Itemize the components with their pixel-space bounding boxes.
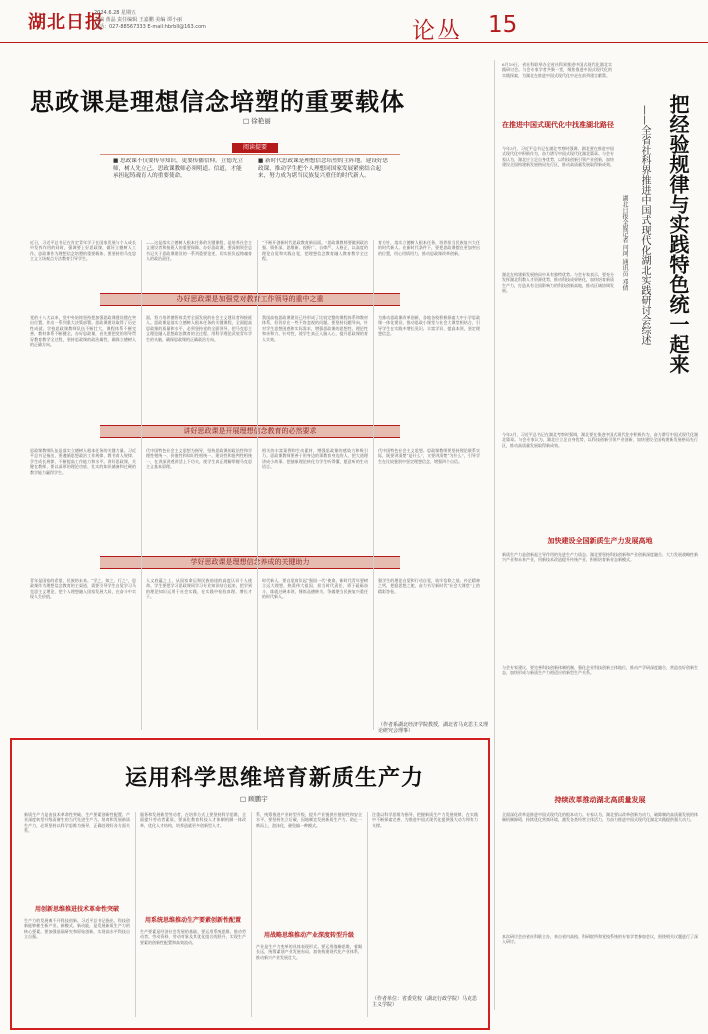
side-para-6: 本次研讨会由省社科联主办，来自省内高校、科研院所和党校系统的专家学者参加会议，围绕相关议题进行了深入研讨。 (502, 934, 698, 945)
side-para-3: 新质生产力是创新起主导作用的先进生产力质态。湖北要坚持科技创新和产业创新深度融合，大力发展战略性新兴产业和未来产业，用新技术改造提升传统产业，积极培育新业态新模式。 (502, 552, 698, 563)
edition-info (94, 10, 206, 31)
article1-lead-col4: 育方针，落实立德树人根本任务，培养担当民族复兴大任的时代新人。在新时代条件下，要把思政课摆在更加突出的位置，用心用情用力，推动思政课改革创新。 (378, 240, 480, 256)
key-points-rule (100, 154, 400, 155)
section3-col2: 人文底蕴之上，从国家命运和民族前途的高度认识个人使命。学生要把学习思政课同学习专业知识结合起来，把学到的理论知识运用于社会实践，在实践中检验真理、增长才干。 (146, 578, 252, 600)
article2-col3-bottom: 产业是生产力变革的具体表现形式。要运用战略思维，着眼长远，统筹谋划产业发展布局，加快构建现代化产业体系，推动新兴产业发展壮大。 (256, 944, 362, 960)
side-heading-1: 在推进中国式现代化中找准湖北路径 (502, 121, 614, 129)
section2-col3: 相关的丰富案例和生动素材，增强思政课的感染力和吸引力。思政课教师要善于用身边的事教育身边的人，把大道理讲成小故事，把抽象理论转化为学生听得懂、愿意听的生动语言。 (262, 448, 368, 470)
article2-col3-top: 系，统筹推进产业转型升级，提升产业链供应链韧性和安全水平。要坚持先立后破，因地制宜发展新质生产力，防止一哄而上、泡沫化，避免搞一种模式。 (256, 812, 362, 828)
newspaper-logo: 湖北日报 (28, 12, 104, 33)
article2-author: □ 顾鹏宇 (240, 795, 268, 803)
section3-col4: 强学生的理论自觉和行动自觉，筑牢信仰之基，补足精神之钙，把稳思想之舵，奋力书写新时代“社会大课堂”上的精彩答卷。 (378, 578, 480, 594)
key-points-tag: 阅读提要 (232, 143, 278, 153)
section-name: 论丛 (412, 18, 462, 44)
section3-heading: 学好思政课是理想信念养成的关键助力 (100, 556, 400, 569)
side-para-4: 与会专家建议，要完善科技创新体制机制，强化企业科技创新主体地位，推动产学研深度融合，营造良好创新生态，加快形成与新质生产力相适应的新型生产关系。 (502, 665, 698, 676)
column-divider (494, 60, 495, 1010)
article2-heading-3: 用战略思维推动产业深度转型升级 (263, 932, 354, 939)
article2-heading-1: 用创新思维推进技术革命性突破 (34, 906, 119, 913)
side-para-2: 湖北在构建新发展格局中具有独特优势。与会专家表示，要充分发挥湖北科教人才资源优势，推动科技成果转化，加快培育新质生产力，打造具有全国影响力的科技创新高地，推动区域协调发展。 (502, 272, 614, 294)
section1-col2: 面，努力培养德智体美劳全面发展的社会主义建设者和接班人。思政课是落实立德树人根本任务的关键课程，全面提高思政课的质量和水平，必须坚持党的全面领导，把马克思主义理论融入思想政治教育的全过程，用科学理论武装青年学生的头脑，确保思政课的正确政治方向。 (146, 315, 252, 342)
key-points-left: ■ 思政课不仅要传导知识，更要传播信仰。立德先立师，树人先立己。思政课教师必须明道、信道，才能承担起铸魂育人的重要使命。 (113, 158, 244, 180)
column-divider (257, 240, 258, 730)
key-points-right: ■ 新时代思政课是理想信念培塑的主阵地。建设好思政课，推动学生把个人理想同国家发展紧密结合起来，努力成为堪当民族复兴重任的时代新人。 (258, 158, 389, 180)
section1-heading: 办好思政课是加强党对教育工作领导的重中之重 (100, 293, 400, 306)
article1-lead-col2: ——这是落实立德树人根本任务的关键课程，是培养社会主义建设者和接班人的重要保障。办好思政课，要深刻领会总书记关于思政课建设的一系列重要论述，切实担负起铸魂育人的政治责任。 (146, 240, 252, 262)
column-divider (141, 240, 142, 730)
side-article-byline: 湖北日报全媒记者 闫珂 通讯员 邓倩 (621, 195, 628, 291)
side-article-lead: 6月19日，省社科联举办全省社科界推进中国式现代化湖北实践研讨会。与会专家学者共聚一堂，聚焦推进中国式现代化的实践探索，为湖北在推进中国式现代化中走在前列建言献策。 (502, 62, 612, 78)
article1-author-name: 徐艳丽 (251, 117, 271, 125)
article1-lead-col3: “不断开创新时代思政教育新局面。”思政课教师要做到政治强、情怀深、思维新、视野广、自律严、人格正，以高度的理论自觉和实践自觉，把理想信念教育融入教育教学全过程。 (262, 240, 368, 262)
article2-col2-bottom: 生产要素是经济社会发展的基础。要运用系统思维，推动劳动者、劳动资料、劳动对象及其优化组合的跃升，实现生产要素的创新性配置和高效流动。 (140, 929, 246, 945)
section2-heading: 讲好思政课是开展理想信念教育的必然要求 (100, 425, 400, 438)
edition-date: 2024.6.28 星期五 (94, 10, 137, 16)
column-divider (251, 812, 252, 1017)
page-number: 15 (488, 12, 518, 38)
article2-author-note: （作者单位：省委党校（湖北行政学院）马克思主义学院） (372, 996, 478, 1008)
side-heading-2: 加快建设全国新质生产力发展高地 (547, 537, 653, 545)
side-article-title: 把经验规律与实践特色统一起来 (666, 94, 690, 374)
article2-col1-top: 新质生产力是由技术革命性突破、生产要素创新性配置、产业深度转型升级而催生的当代先进生产力。培育和发展新质生产力，必须坚持以科学思维为指导，正确处理好各方面关系。 (24, 812, 130, 834)
section1-col4: 为推动思政课改革创新，各地各校积极探索大中小学思政课一体化建设，推动思政小课堂与社会大课堂相结合，引导学生在实践中增长见识、丰富学识、提高本领，坚定理想信念。 (378, 315, 480, 337)
column-divider (367, 812, 368, 1017)
article2-col1-bottom: 生产力的发展离不开科技创新。习近平总书记指出，科技创新能够催生新产业、新模式、新动能，是发展新质生产力的核心要素。要加强基础研究和原始创新，实现高水平科技自立自强。 (24, 918, 130, 940)
side-para-1: 今年3月，习近平总书记在湖北考察时强调，湖北要在推进中国式现代化中积极作为，奋力谱写中国式现代化湖北篇章。与会专家认为，湖北应立足自身优势，以科技创新引领产业创新，加快建设全国构建新发展格局先行区，推动高质量发展取得新成效。 (502, 146, 614, 168)
side-para-5: 全面深化改革是推进中国式现代化的根本动力。专家认为，湖北要以改革创新为动力，破除制约高质量发展的体制机制障碍，持续优化营商环境，激发各类经营主体活力，为奋力推进中国式现代化湖北实践提供强大动力。 (502, 812, 698, 823)
article2-col4: 注重以科学思维为指导，把握新质生产力发展规律，在实践中不断探索完善，为推进中国式现代化提供强大动力和有力支撑。 (372, 812, 478, 828)
side-para-2b: 今年3月，习近平总书记在湖北考察时强调，湖北要在推进中国式现代化中积极作为，奋力谱写中国式现代化湖北篇章。与会专家认为，湖北应立足自身优势，以科技创新引领产业创新，加快建设全国构建新发展格局先行区，推动高质量发展取得新成效。 (502, 432, 698, 448)
section1-col1: 党的十八大以来，党中央始终坚持把加强思政课建设摆在突出位置，作出一系列重大决策部署。思政课建设取得了历史性成就，学校思政课教师队伍不断壮大，课程体系不断完善，教材体系不断健全。办好思政课，首先要把党的领导贯穿教育教学全过程，坚持思政课的政治属性，确保立德树人的正确方向。 (30, 315, 136, 348)
article1-author-note: （作者系湖北经济学院教授，湖北省马克思主义理论研究会理事） (378, 722, 489, 734)
article1-title: 思政课是理想信念培塑的重要载体 (30, 87, 405, 116)
column-divider (135, 812, 136, 1017)
article2-title: 运用科学思维培育新质生产力 (125, 765, 425, 791)
edition-editors: 主编 黄晶 责任编辑 王嘉鹏 美编 谭小丽 (94, 17, 182, 23)
article2-author-name: 顾鹏宇 (248, 795, 268, 803)
section3-col1: 青年是国家的希望，民族的未来。“学之，知之，行之”，思政课作为理想信念教育的主渠道，需要引导学生自觉学习马克思主义理论，把个人理想融入国家发展大局，在奋斗中实现人生价值。 (30, 578, 136, 600)
section2-col2: 代中国特色社会主义思想为指导，坚持思政课的政治性和学理性相统一、价值性和知识性相统一、建设性和批判性相统一，在讲深讲透讲活上下功夫，使学生真正理解掌握马克思主义基本原理。 (146, 448, 252, 470)
side-heading-3: 持续改革推动湖北高质量发展 (554, 796, 646, 804)
article2-col2-top: 服务和发展新型劳动者，在培养方式上要坚持科学思维，全面提升劳动者素质。要深化教育科技人才体制机制一体改革，优化人才结构，培养造就更多创新型人才。 (140, 812, 246, 828)
article2-heading-2: 用系统思维推动生产要素创新性配置 (144, 917, 241, 924)
section2-col1: 思政课教师队伍是落实立德树人根本任务的关键力量。习近平总书记指出，要遵循思想政治工作规律、教书育人规律、学生成长规律，不断提高工作能力和水平。讲好思政课，关键在教师，要以深厚的理论功底、扎实的知识储备和过硬的教学能力赢得学生。 (30, 448, 136, 475)
section1-col3: 我国高校思政课建设已经形成了比较完整的课程体系和教材体系，但仍存在一些不容忽视的问题。要坚持问题导向，针对学生思想困惑和实际需求，增强思政课的思想性、理论性和亲和力、针对性，使学生真正入脑入心，提升思政课的育人实效。 (262, 315, 368, 342)
column-divider (373, 240, 374, 730)
side-article-subtitle: ——全省社科界推进中国式现代化湖北实践研讨会综述 (639, 105, 650, 345)
section3-col3: 时代新人，要自觉肩负起“强国一代”使命。新时代青年要树立远大理想，热爱伟大祖国，担当时代责任，勇于砥砺奋斗，练就过硬本领，锤炼品德修为，争做堪当民族复兴重任的时代新人。 (262, 578, 368, 600)
edition-contact: 电话：027-88567333 E-mail:hbrbll@163.com (94, 24, 206, 30)
article1-lead-col1: 近日，习近平总书记在肯定青年学子在国家发展与个人成长中发挥作用的同时，强调要上好思政课，做好立德树人工作。思政课作为理想信念培塑的重要载体，要坚持用马克思主义立场观点方法教育引导学生。 (30, 240, 136, 262)
section2-col4: 代中国特色社会主义思想。思政课教师要坚持理论联系实际，既要讲清楚“是什么”，又要讲清楚“为什么”，引导学生在比较鉴别中坚定理想信念，增强四个自信。 (378, 448, 480, 464)
article1-author: □ 徐艳丽 (243, 117, 271, 125)
